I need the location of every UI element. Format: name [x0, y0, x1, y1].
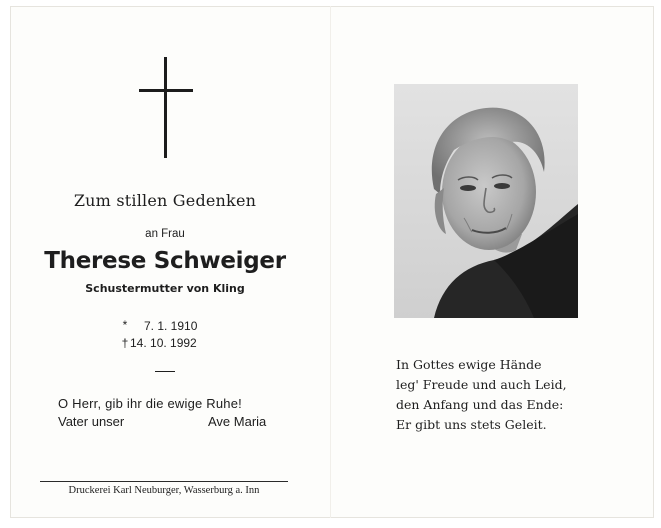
memorial-heading: Zum stillen Gedenken: [73, 191, 257, 210]
prayer-ave-maria: Ave Maria: [208, 414, 267, 429]
verse-line: leg' Freude und auch Leid,: [396, 377, 567, 392]
birth-date: 7. 1. 1910: [144, 319, 198, 333]
death-symbol: †: [121, 336, 129, 350]
cross-vertical-bar: [164, 57, 167, 158]
deceased-name: Therese Schweiger: [44, 248, 286, 274]
prayer-vater-unser: Vater unser: [58, 414, 125, 429]
salutation: an Frau: [145, 228, 185, 240]
portrait-image: [394, 84, 578, 318]
portrait-photo: [394, 84, 578, 318]
verse-line: In Gottes ewige Hände: [396, 357, 542, 372]
prayer-line: O Herr, gib ihr die ewige Ruhe!: [58, 396, 242, 411]
deceased-subtitle: Schustermutter von Kling: [85, 282, 245, 295]
printer-credit: Druckerei Karl Neuburger, Wasserburg a. Inn: [68, 485, 260, 496]
cross-horizontal-bar: [139, 89, 193, 92]
divider-dash: [155, 371, 175, 372]
death-date: 14. 10. 1992: [130, 336, 197, 350]
printer-rule: [40, 481, 288, 482]
birth-symbol: *: [122, 318, 128, 332]
verse-line: den Anfang und das Ende:: [396, 397, 564, 412]
card-fold-line: [330, 6, 331, 518]
verse-line: Er gibt uns stets Geleit.: [396, 417, 547, 432]
